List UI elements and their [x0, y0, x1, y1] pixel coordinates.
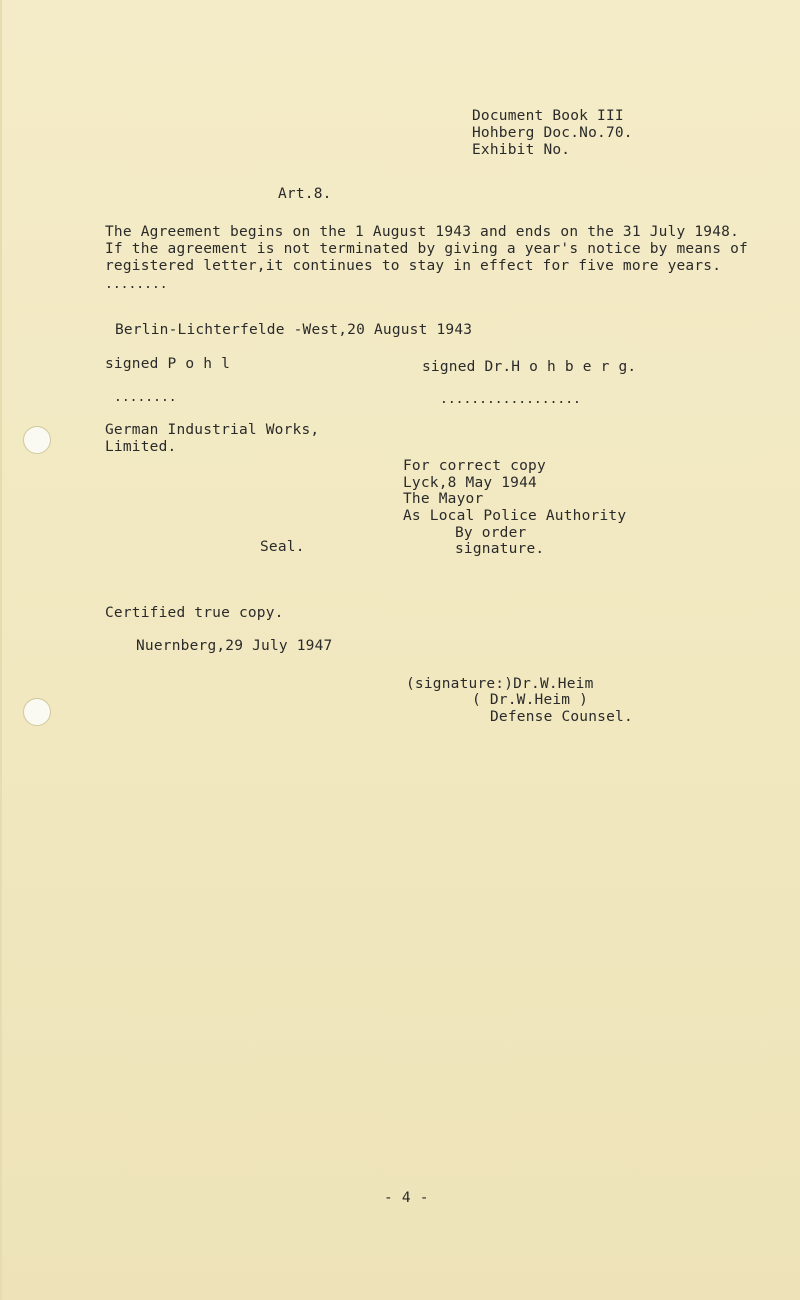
certification-line: By order [455, 525, 527, 541]
counsel-signature: (signature:)Dr.W.Heim [406, 676, 594, 692]
certification-line: As Local Police Authority [403, 508, 627, 524]
certified-place-date: Nuernberg,29 July 1947 [136, 638, 333, 654]
article-title: Art.8. [278, 186, 332, 202]
company-type: Limited. [105, 439, 177, 455]
certification-line: The Mayor [403, 491, 484, 507]
company-name: German Industrial Works, [105, 422, 320, 438]
exhibit-label: Exhibit No. [472, 142, 571, 158]
certified-copy: Certified true copy. [105, 605, 284, 621]
punch-hole [23, 426, 51, 454]
punch-hole [23, 698, 51, 726]
seal-label: Seal. [260, 539, 305, 555]
certification-line: For correct copy [403, 458, 546, 474]
article-line: If the agreement is not terminated by giving a year's notice by means of [105, 241, 748, 257]
signature-right: signed Dr.H o h b e r g. [422, 359, 637, 375]
page-number: - 4 - [384, 1190, 429, 1206]
certification-line: signature. [455, 541, 545, 557]
place-date: Berlin-Lichterfelde -West,20 August 1943 [115, 322, 473, 338]
signature-right-dots: .................. [440, 392, 581, 407]
doc-number-label: Hohberg Doc.No.70. [472, 125, 633, 141]
counsel-name: ( Dr.W.Heim ) [472, 692, 589, 708]
signature-left: signed P o h l [105, 356, 231, 372]
article-separator: ........ [105, 277, 168, 292]
counsel-title: Defense Counsel. [490, 709, 633, 725]
signature-left-dots: ........ [114, 390, 177, 405]
certification-line: Lyck,8 May 1944 [403, 475, 537, 491]
doc-book-label: Document Book III [472, 108, 624, 124]
article-line: registered letter,it continues to stay in effect for five more years. [105, 258, 722, 274]
article-line: The Agreement begins on the 1 August 1943 and ends on the 31 July 1948. [105, 224, 740, 240]
